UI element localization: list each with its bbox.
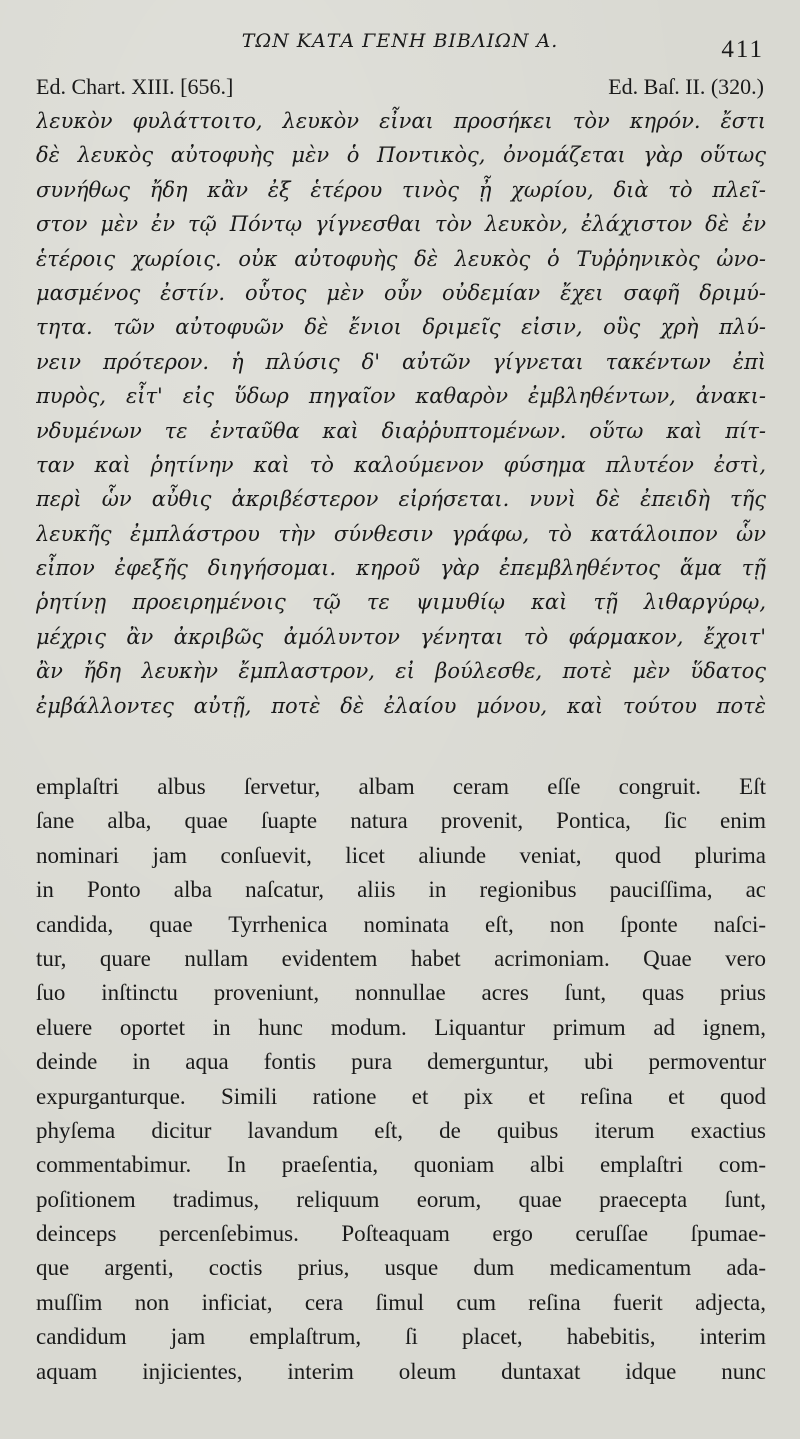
greek-text-line: πυρὸς, εἶτ' εἰς ὕδωρ πηγαῖον καθαρὸν ἐμβληθέντων, ἀνακι-	[36, 384, 766, 409]
latin-text-line: phyſema dicitur lavandum eſt, de quibus iterum exactius	[36, 1117, 766, 1143]
greek-text-line: ἑτέροις χωρίοις. οὐκ αὐτοφυὴς δὲ λευκὸς ὁ Τυῤῥηνικὸς ὠνο-	[36, 246, 766, 271]
greek-text-line: ἂν ἤδη λευκὴν ἔμπλαστρον, εἰ βούλεσθε, ποτὲ μὲν ὕδατος	[36, 659, 766, 684]
greek-text-line: λευκῆς ἐμπλάστρου τὴν σύνθεσιν γράφω, τὸ κατάλοιπον ὧν	[36, 521, 766, 546]
latin-text-line: deinceps percenſebimus. Poſteaquam ergo ceruſſae ſpumae-	[36, 1221, 766, 1247]
running-head: ΤΩΝ ΚΑΤΑ ΓΕΝΗ ΒΙΒΛΙΩΝ Α.	[241, 30, 559, 52]
latin-text-line: tur, quare nullam evidentem habet acrimoniam. Quae vero	[36, 945, 766, 971]
edition-references	[36, 74, 764, 100]
latin-text-line: eluere oportet in hunc modum. Liquantur primum ad ignem,	[36, 1014, 766, 1040]
latin-text-line: ſane alba, quae ſuapte natura provenit, Pontica, ſic enim	[36, 808, 766, 834]
greek-text-line: τητα. τῶν αὐτοφυῶν δὲ ἔνιοι δριμεῖς εἰσιν, οὓς χρὴ πλύ-	[36, 315, 766, 340]
latin-text-line: in Ponto alba naſcatur, aliis in regionibus pauciſſima, ac	[36, 877, 766, 903]
edition-reference-basel: Ed. Baſ. II. (320.)	[608, 74, 764, 99]
edition-reference-chartier: Ed. Chart. XIII. [656.]	[36, 74, 234, 99]
greek-text-line: περὶ ὧν αὖθις ἀκριβέστερον εἰρήσεται. νυνὶ δὲ ἐπειδὴ τῆς	[36, 487, 766, 512]
latin-text-line: commentabimur. In praeſentia, quoniam albi emplaſtri com-	[36, 1152, 766, 1178]
greek-text-line: ἐμβάλλοντες αὐτῇ, ποτὲ δὲ ἐλαίου μόνου, καὶ τούτου ποτὲ	[36, 693, 766, 718]
greek-text-line: δὲ λευκὸς αὐτοφυὴς μὲν ὁ Ποντικὸς, ὀνομάζεται γὰρ οὕτως	[36, 143, 766, 168]
greek-text-line: στον μὲν ἐν τῷ Πόντῳ γίγνεσθαι τὸν λευκὸν, ἐλάχιστον δὲ ἐν	[36, 212, 766, 237]
greek-text-line: λευκὸν φυλάττοιτο, λευκὸν εἶναι προσήκει τὸν κηρόν. ἔστι	[36, 109, 766, 133]
latin-text-line: nominari jam conſuevit, licet aliunde veniat, quod plurima	[36, 842, 766, 868]
latin-text-line: ſuo inſtinctu proveniunt, nonnullae acres ſunt, quas prius	[36, 980, 766, 1006]
latin-text-line: deinde in aqua fontis pura demerguntur, ubi permoventur	[36, 1049, 766, 1075]
latin-text-line: muſſim non inficiat, cera ſimul cum reſina fuerit adjecta,	[36, 1289, 766, 1315]
latin-text-line: candida, quae Tyrrhenica nominata eſt, non ſponte naſci-	[36, 911, 766, 937]
latin-text-line: que argenti, coctis prius, usque dum medicamentum ada-	[36, 1255, 766, 1281]
latin-text-line: emplaſtri albus ſervetur, albam ceram eſſe congruit. Eſt	[36, 774, 766, 799]
latin-text-line: candidum jam emplaſtrum, ſi placet, habebitis, interim	[36, 1324, 766, 1350]
greek-text-line: συνήθως ἤδη κἂν ἐξ ἑτέρου τινὸς ᾖ χωρίου, διὰ τὸ πλεῖ-	[36, 177, 766, 202]
greek-text-block	[36, 104, 766, 723]
latin-text-line: poſitionem tradimus, reliquum eorum, quae praecepta ſunt,	[36, 1186, 766, 1212]
greek-text-line: εἶπον ἐφεξῆς διηγήσομαι. κηροῦ γὰρ ἐπεμβληθέντος ἅμα τῇ	[36, 556, 766, 581]
page-number: 411	[721, 36, 764, 63]
greek-text-line: ταν καὶ ῥητίνην καὶ τὸ καλούμενον φύσημα πλυτέον ἐστὶ,	[36, 452, 766, 477]
greek-text-line: νειν πρότερον. ἡ πλύσις δ' αὐτῶν γίγνεται τακέντων ἐπὶ	[36, 349, 766, 374]
greek-text-line: μασμένος ἐστίν. οὗτος μὲν οὖν οὐδεμίαν ἔχει σαφῆ δριμύ-	[36, 280, 766, 305]
latin-text-line: expurganturque. Simili ratione et pix et reſina et quod	[36, 1083, 766, 1109]
latin-text-block	[36, 770, 766, 1389]
latin-text-line: aquam injicientes, interim oleum duntaxat idque nunc	[36, 1358, 766, 1384]
greek-text-line: ῥητίνῃ προειρημένοις τῷ τε ψιμυθίῳ καὶ τῇ λιθαργύρῳ,	[36, 590, 766, 615]
greek-text-line: νδυμένων τε ἐνταῦθα καὶ διαῤῥυπτομένων. οὕτω καὶ πίτ-	[36, 418, 766, 443]
greek-text-line: μέχρις ἂν ἀκριβῶς ἀμόλυντον γένηται τὸ φάρμακον, ἔχοιτ'	[36, 624, 766, 649]
